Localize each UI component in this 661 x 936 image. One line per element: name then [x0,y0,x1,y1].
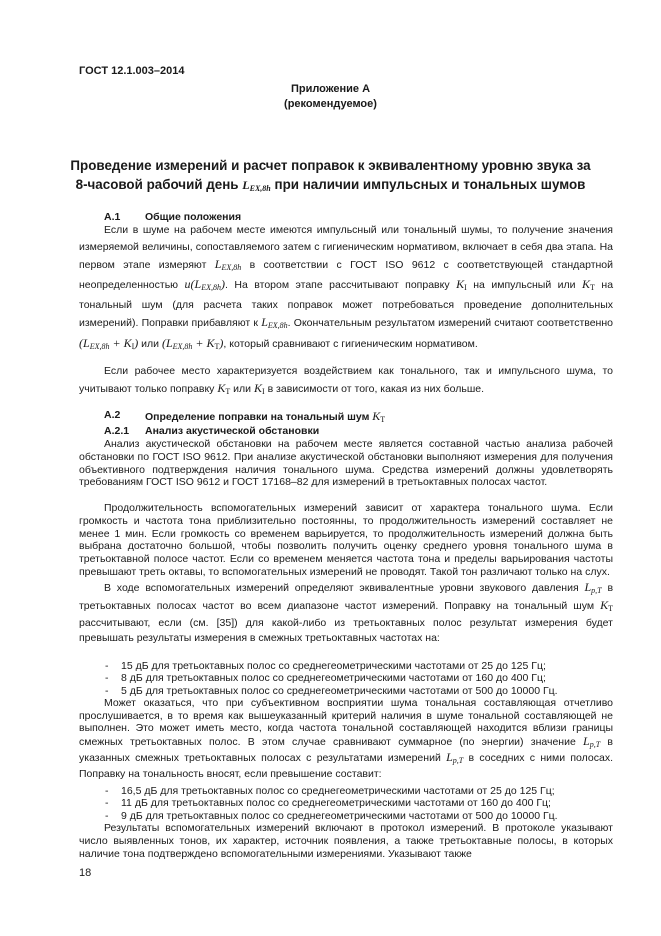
section-a1-heading: А.1 Общие положения [104,211,242,223]
section-a2-heading: А.2 Определение поправки на тональный шум $K_T$ [104,409,386,424]
tonality-threshold-list [79,785,613,822]
appendix-type: (рекомендуемое) [284,98,377,110]
section-a21-paragraph-5: Результаты вспомогательных измерений включают в протокол измерений. В протоколе указывают число выявленных тонов, их характер, источник появления, а также третьоктавные полосы, в которых наличие тона подтверждено вспомогательными измерениями. Указывают также [79,822,613,860]
list-item: - 8 дБ для третьоктавных полос со среднегеометрическими частотами от 160 до 400 Гц; [105,672,546,685]
section-a21-paragraph-2: Продолжительность вспомогательных измерений зависит от характера тонального шума. Если громкость и частота тона приблизительно постоянны, то продолжительность измерений составляет не менее 1 мин. Если громкость со временем варьируется, то продолжительность измерений должна быть выбрана достаточно большой, чтобы позволить получить оценку среднего уровня тонального шума в третьоктавной полосе частот. Если со временем меняется частота тона и пределы варьирования частоты превышают треть октавы, то вспомогательных измерений не проводят. Такой тон различают только на слух. [79,502,613,578]
list-item: - 15 дБ для третьоктавных полос со среднегеометрическими частотами от 25 до 125 Гц; [105,660,546,672]
list-item: - 16,5 дБ для третьоктавных полос со среднегеометрическими частотами от 25 до 125 Гц; [105,785,555,797]
list-item: - 5 дБ для третьоктавных полос со среднегеометрическими частотами от 500 до 10000 Гц. [105,684,558,697]
section-a1-paragraph-2: Если рабочее место характеризуется воздействием как тонального, так и импульсного шума, то учитывают только поправку $K_T$ или $K_I$ в зависимости от того, какая из них больше. [79,365,613,396]
title-line-2: 8-часовой рабочий день $L_{EX,8h}$ при наличии импульсных и тональных шумов [75,177,586,193]
tone-criteria-list [79,660,613,697]
page-number: 18 [79,867,92,879]
appendix-title: Приложение А [290,83,371,95]
section-a1-paragraph-1: Если в шуме на рабочем месте имеются импульсный или тональный шумы, то получение значения измеряемой величины, сопоставляемого затем с гигиеническим нормативом, включает в себя два этапа. На первом этапе измеряют $L_{EX,8h}$ в соответствии с ГОСТ ISO 9612 с соответствующей стандартной неопределенностью $u(L_{EX,8h})$. На втором этапе рассчитывают поправку $K_I$ на импульсный или $K_T$ на тональный шум (для расчета таких поправок может потребоваться проведение дополнительных измерений). Поправки прибавляют к $L_{EX,8h}$. Окончательным результатом измерений считают соответственно $(L_{EX,8h} + K_I)$ или $(L_{EX,8h} + K_T)$, который сравнивают с гигиеническим нормативом. [79,224,614,351]
section-a21-heading: А.2.1 Анализ акустической обстановки [104,425,320,437]
section-a21-paragraph-4: Может оказаться, что при субъективном восприятии шума тональная составляющая отчетливо прослушивается, в то время как вышеуказанный критерий наличия в шуме тональной составляющей не выполнен. Это может иметь место, когда частота тональной составляющей находится вблизи границы смежных третьоктавных полос. В этом случае сравнивают суммарное (по энергии) значение $L_{p,T}$ в указанных смежных третьоктавных полосах с результатами измерений $L_{p,T}$ в соседних с ними полосах. Поправку на тональность вносят, если превышение составит: [79,697,614,780]
appendix-heading [0,82,661,112]
list-item: - 9 дБ для третьоктавных полос со среднегеометрическими частотами от 500 до 10000 Гц. [105,809,558,822]
standard-header: ГОСТ 12.1.003–2014 [79,65,185,77]
appendix-main-title [40,156,621,198]
section-a21-paragraph-1: Анализ акустической обстановки на рабочем месте является составной частью анализа рабочей обстановки по ГОСТ ISO 9612. При анализе акустической обстановки выполняют измерения для получения объективного подтверждения наличия тонального шума. Средства измерений должны удовлетворять требованиям ГОСТ ISO 9612 и ГОСТ 17168–82 для измерений в третьоктавных полосах частот. [79,438,613,489]
title-line-1: Проведение измерений и расчет поправок к эквивалентному уровню звука за [70,158,591,173]
formula-lex8h: $L_{EX,8h}$ [242,178,271,193]
list-item: - 11 дБ для третьоктавных полос со среднегеометрическими частотами от 160 до 400 Гц; [105,797,551,810]
section-a21-paragraph-3: В ходе вспомогательных измерений определяют эквивалентные уровни звукового давления $L_{p,T}$ в третьоктавных полосах частот во всем диапазоне частот измерений. Поправку на тональный шум $K_T$ рассчитывают, если (см. [35]) для какой-либо из третьоктавных полос результат измерения будет превышать результаты измерения в смежных третьоктавных частотах на: [79,580,614,644]
